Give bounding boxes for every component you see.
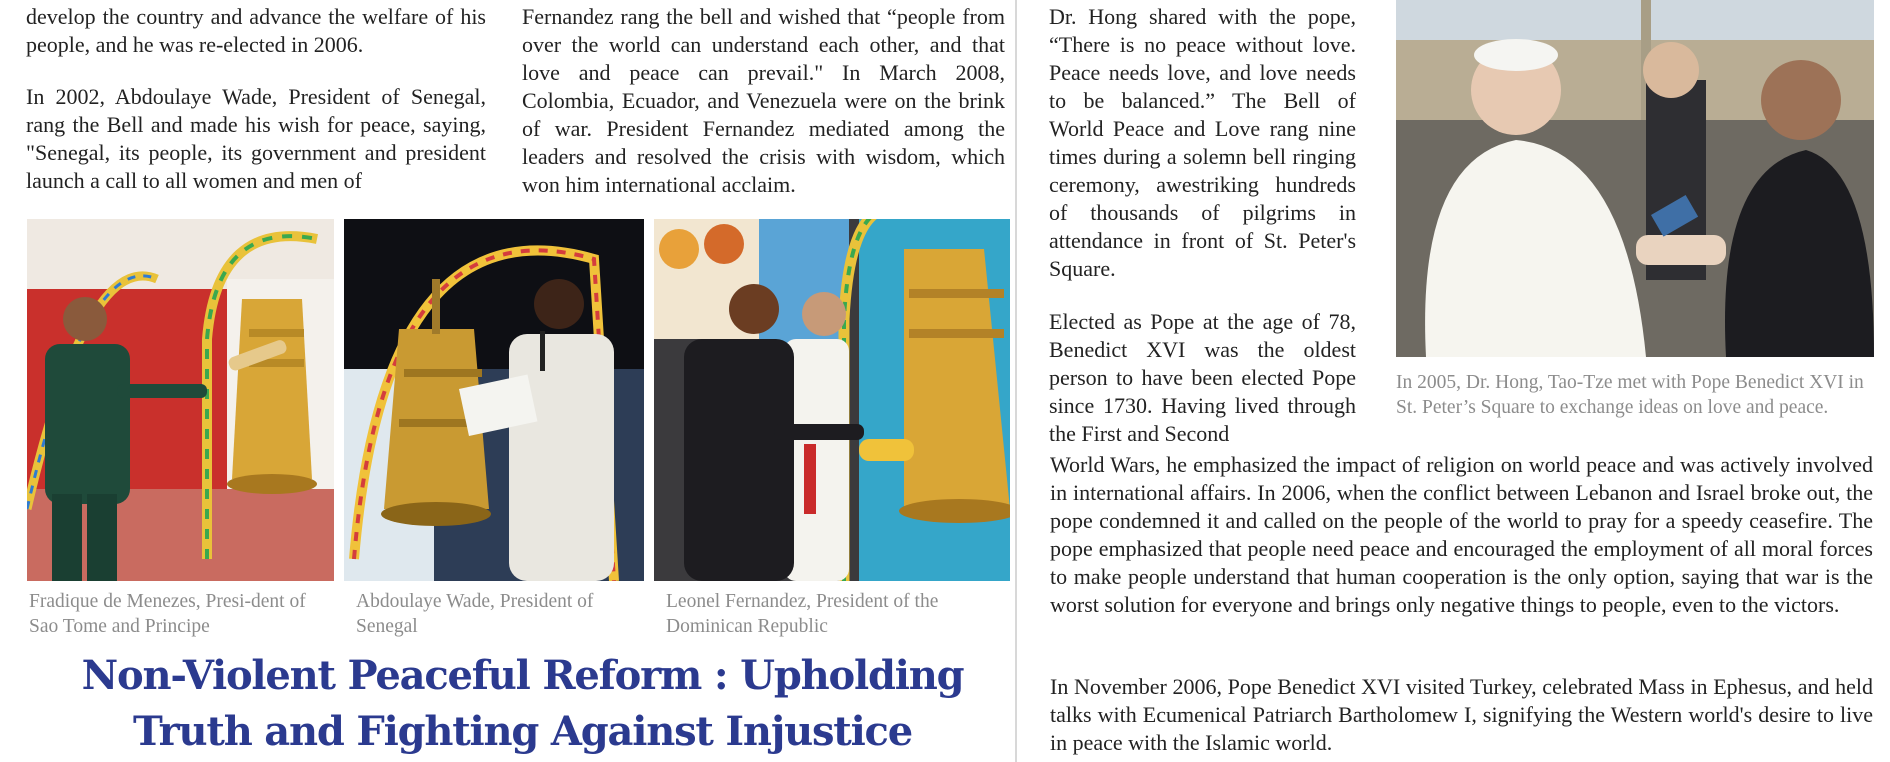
left-paragraph-1: develop the country and advance the welfare of his people, and he was re-elected in 2006. xyxy=(26,4,486,57)
column-divider xyxy=(1015,0,1017,762)
photo-caption-menezes: Fradique de Menezes, Presi-dent of Sao Tome and Principe xyxy=(29,591,306,637)
right-paragraph-3: World Wars, he emphasized the impact of religion on world peace and was actively involved in international affairs. In 2006, when the conflict between Lebanon and Israel broke out, the pope condemned it and called on the people of the world to pray for a speedy ceasefire. The pope emphasized that people need peace and encouraged the employment of all moral forces to make people understand that human cooperation is the only option, saying that war is the worst solution for everyone and brings only negative things to people, even to the victors. xyxy=(1050,452,1873,617)
pope-photo-caption: In 2005, Dr. Hong, Tao-Tze met with Pope Benedict XVI in St. Peter’s Square to exchange ideas on love and peace. xyxy=(1396,372,1864,418)
bell-ringing-photo-menezes xyxy=(27,219,334,581)
photo-caption-wade: Abdoulaye Wade, President of Senegal xyxy=(356,591,594,637)
headline-line-2: Truth and Fighting Against Injustice xyxy=(133,708,912,755)
left-paragraph-3: Fernandez rang the bell and wished that “people from over the world can understand each other, and that love and peace can prevail." In March 2008, Colombia, Ecuador, and Venezuela were on the brink of war. President Fernandez mediated among the leaders and resolved the crisis with wisdom, which won him international acclaim. xyxy=(522,4,1005,197)
right-paragraph-4: In November 2006, Pope Benedict XVI visited Turkey, celebrated Mass in Ephesus, and held talks with Ecumenical Patriarch Bartholomew I, signifying the Western world's desire to live in peace with the Islamic world. xyxy=(1050,674,1873,755)
speech-photo-wade xyxy=(344,219,644,581)
headline-line-1: Non-Violent Peaceful Reform : Upholding xyxy=(81,652,964,699)
left-paragraph-2: In 2002, Abdoulaye Wade, President of Senegal, rang the Bell and made his wish for peace, saying, "Senegal, its people, its government and president launch a call to all women and men of xyxy=(26,84,486,193)
right-paragraph-1: Dr. Hong shared with the pope, “There is no peace without love. Peace needs love, and love needs to be balanced.” The Bell of World Peace and Love rang nine times during a solemn bell ringing ceremony, awestriking hundreds of thousands of pilgrims in attendance in front of St. Peter's Square. xyxy=(1049,4,1356,281)
right-paragraph-2: Elected as Pope at the age of 78, Benedict XVI was the oldest person to have been elected Pope since 1730. Having lived through the First and Second xyxy=(1049,309,1356,446)
pope-meeting-photo xyxy=(1396,0,1874,357)
section-headline xyxy=(30,648,1015,760)
bell-ringing-photo-fernandez xyxy=(654,219,1010,581)
photo-caption-fernandez: Leonel Fernandez, President of the Dominican Republic xyxy=(666,591,939,637)
